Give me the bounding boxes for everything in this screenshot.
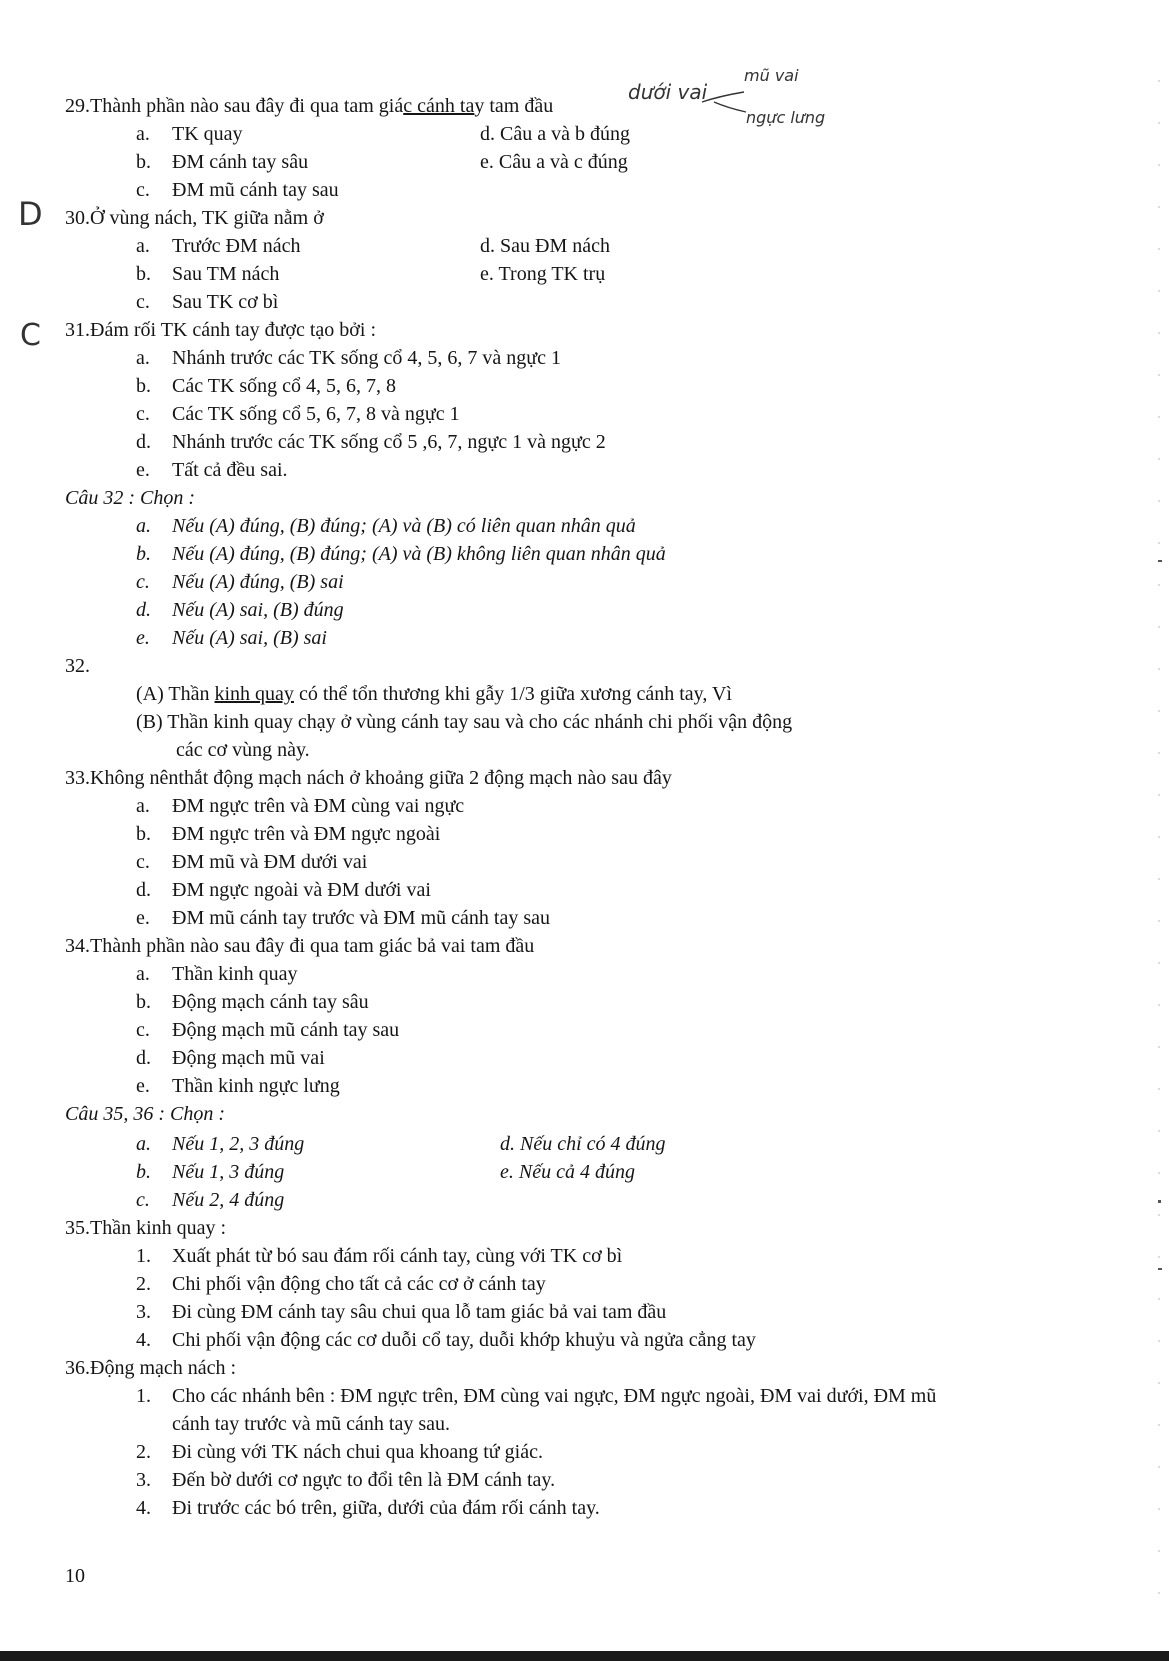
handwritten-note-mu-vai: mũ vai <box>744 66 799 85</box>
q30-option-a: a. Trước ĐM nách <box>136 235 301 257</box>
q34-option-e: e. Thần kinh ngực lưng <box>136 1075 340 1097</box>
q32-instruction-stem: Câu 32 : Chọn : <box>65 487 195 509</box>
q33-option-c: c. ĐM mũ và ĐM dưới vai <box>136 851 368 873</box>
q29-option-e: e. Câu a và c đúng <box>480 151 628 173</box>
q34-stem: 34.Thành phần nào sau đây đi qua tam giác bả vai tam đầu <box>65 935 535 957</box>
q33-stem: 33.Không nênthắt động mạch nách ở khoảng giữa 2 động mạch nào sau đây <box>65 767 672 789</box>
q32-statement-a: (A) Thần kinh quay có thể tổn thương khi gẫy 1/3 giữa xương cánh tay, Vì <box>136 683 732 705</box>
q33-option-d: d. ĐM ngực ngoài và ĐM dưới vai <box>136 879 431 901</box>
q33-option-e: e. ĐM mũ cánh tay trước và ĐM mũ cánh tay sau <box>136 907 550 929</box>
q33-option-b: b. ĐM ngực trên và ĐM ngực ngoài <box>136 823 441 845</box>
q32-instruction-c: c. Nếu (A) đúng, (B) sai <box>136 571 344 593</box>
q29-option-c: c. ĐM mũ cánh tay sau <box>136 179 339 201</box>
handwritten-note-nguc-lung: ngực lưng <box>746 108 826 127</box>
q34-option-d: d. Động mạch mũ vai <box>136 1047 325 1069</box>
q34-option-b: b. Động mạch cánh tay sâu <box>136 991 369 1013</box>
q31-stem: 31.Đám rối TK cánh tay được tạo bởi : <box>65 319 376 341</box>
q33-option-a: a. ĐM ngực trên và ĐM cùng vai ngực <box>136 795 465 817</box>
page-number: 10 <box>65 1565 85 1587</box>
q35-stem: 35.Thần kinh quay : <box>65 1217 227 1239</box>
q30-stem: 30.Ở vùng nách, TK giữa nằm ở <box>65 207 324 229</box>
q34-option-c: c. Động mạch mũ cánh tay sau <box>136 1019 400 1041</box>
q3536-instruction-a: a. Nếu 1, 2, 3 đúng <box>136 1133 305 1155</box>
q30-option-d: d. Sau ĐM nách <box>480 235 610 257</box>
q31-option-a: a. Nhánh trước các TK sống cổ 4, 5, 6, 7 và ngực 1 <box>136 347 562 369</box>
q31-option-c: c. Các TK sống cổ 5, 6, 7, 8 và ngực 1 <box>136 403 460 425</box>
handwritten-mark-d: D <box>18 195 43 233</box>
q31-option-e: e. Tất cả đều sai. <box>136 459 288 481</box>
q29-option-a: a. TK quay <box>136 123 243 145</box>
q35-item-3: 3. Đi cùng ĐM cánh tay sâu chui qua lỗ tam giác bả vai tam đầu <box>136 1301 667 1323</box>
q3536-instruction-stem: Câu 35, 36 : Chọn : <box>65 1103 225 1125</box>
q30-option-b: b. Sau TM nách <box>136 263 280 285</box>
q32-instruction-a: a. Nếu (A) đúng, (B) đúng; (A) và (B) có liên quan nhân quả <box>136 515 636 537</box>
q36-item-2: 2. Đi cùng với TK nách chui qua khoang tứ giác. <box>136 1441 543 1463</box>
q32-instruction-e: e. Nếu (A) sai, (B) sai <box>136 627 327 649</box>
q36-item-1-line2: cánh tay trước và mũ cánh tay sau. <box>172 1413 450 1435</box>
q32-number: 32. <box>65 655 90 677</box>
q3536-instruction-d: d. Nếu chỉ có 4 đúng <box>500 1133 666 1155</box>
q30-option-e: e. Trong TK trụ <box>480 263 606 285</box>
q35-item-2: 2. Chi phối vận động cho tất cả các cơ ở cánh tay <box>136 1273 546 1295</box>
q36-item-4: 4. Đi trước các bó trên, giữa, dưới của đám rối cánh tay. <box>136 1497 600 1519</box>
scan-edge-marks <box>1149 0 1169 1661</box>
q31-option-d: d. Nhánh trước các TK sống cổ 5 ,6, 7, ngực 1 và ngực 2 <box>136 431 606 453</box>
q3536-instruction-b: b. Nếu 1, 3 đúng <box>136 1161 285 1183</box>
q3536-instruction-e: e. Nếu cả 4 đúng <box>500 1161 635 1183</box>
q29-stem: 29.Thành phần nào sau đây đi qua tam giác cánh tay tam đầu <box>65 95 554 117</box>
q3536-instruction-c: c. Nếu 2, 4 đúng <box>136 1189 285 1211</box>
q29-option-d: d. Câu a và b đúng <box>480 123 630 145</box>
q36-stem: 36.Động mạch nách : <box>65 1357 237 1379</box>
q30-option-c: c. Sau TK cơ bì <box>136 291 279 313</box>
handwritten-arrows <box>700 78 760 118</box>
handwritten-mark-c: C <box>20 318 41 353</box>
q32-instruction-d: d. Nếu (A) sai, (B) đúng <box>136 599 344 621</box>
q32-instruction-b: b. Nếu (A) đúng, (B) đúng; (A) và (B) không liên quan nhân quả <box>136 543 666 565</box>
q36-item-1-line1: 1. Cho các nhánh bên : ĐM ngực trên, ĐM cùng vai ngực, ĐM ngực ngoài, ĐM vai dưới, ĐM mũ <box>136 1385 937 1407</box>
q31-option-b: b. Các TK sống cổ 4, 5, 6, 7, 8 <box>136 375 397 397</box>
handwritten-note-duoi-vai: dưới vai <box>628 80 708 104</box>
q36-item-3: 3. Đến bờ dưới cơ ngực to đổi tên là ĐM cánh tay. <box>136 1469 556 1491</box>
q34-option-a: a. Thần kinh quay <box>136 963 298 985</box>
q35-item-1: 1. Xuất phát từ bó sau đám rối cánh tay, cùng với TK cơ bì <box>136 1245 623 1267</box>
scan-bottom-edge <box>0 1651 1169 1661</box>
q32-statement-b-line1: (B) Thần kinh quay chạy ở vùng cánh tay sau và cho các nhánh chi phối vận động <box>136 711 793 733</box>
q35-item-4: 4. Chi phối vận động các cơ duỗi cổ tay, duỗi khớp khuỷu và ngửa cẳng tay <box>136 1329 756 1351</box>
q32-statement-b-line2: các cơ vùng này. <box>176 739 310 761</box>
q29-option-b: b. ĐM cánh tay sâu <box>136 151 309 173</box>
